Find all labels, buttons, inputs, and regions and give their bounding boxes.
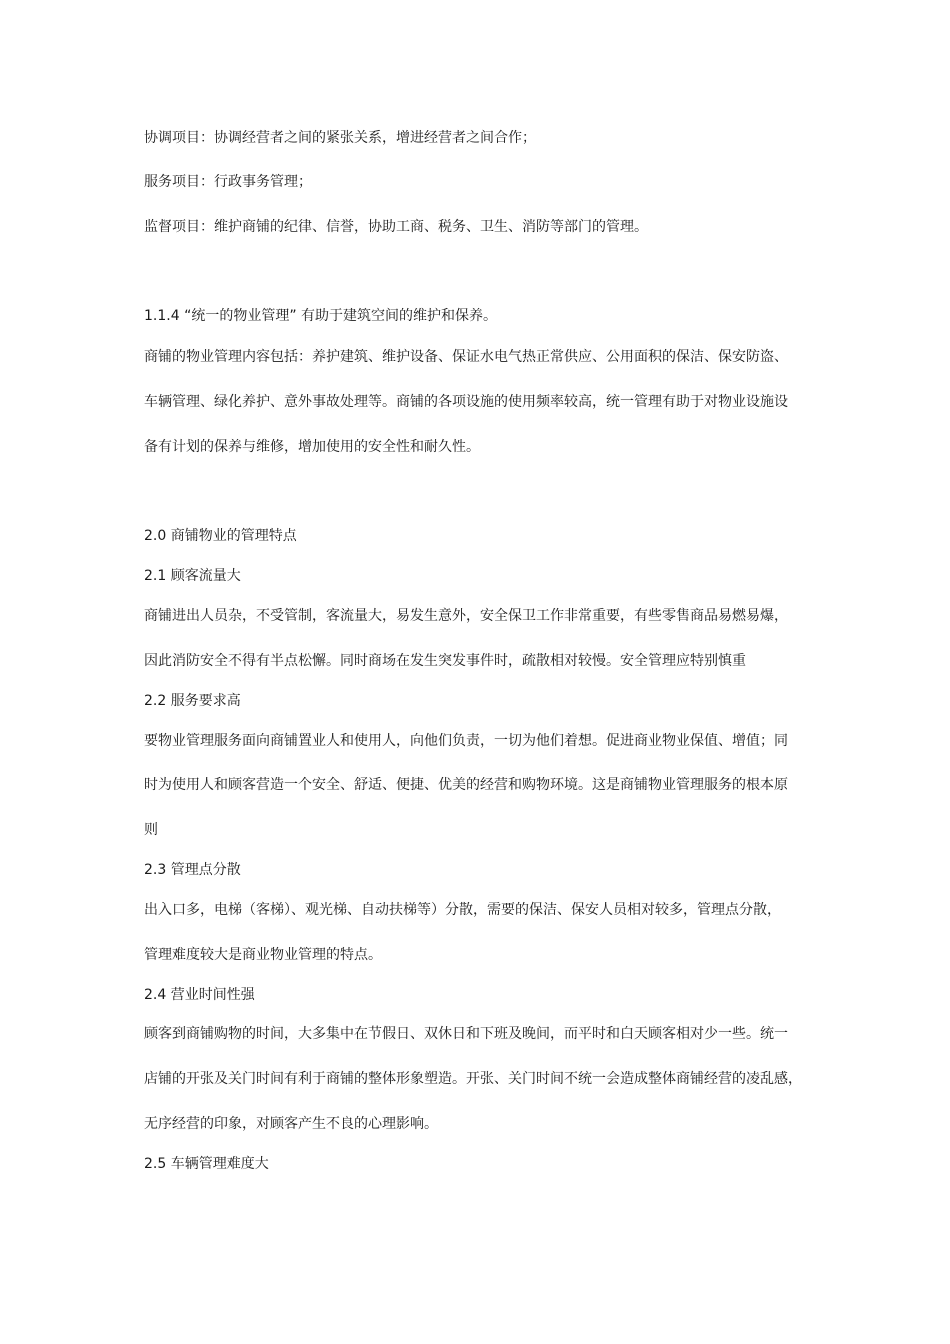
paragraph-coordination: 协调项目：协调经营者之间的紧张关系，增进经营者之间合作； (144, 130, 536, 146)
section-heading-2-3: 2.3 管理点分散 (144, 862, 241, 878)
paragraph-line: 时为使用人和顾客营造一个安全、舒适、便捷、优美的经营和购物环境。这是商铺物业管理服务的根本原 (144, 777, 788, 793)
paragraph-line: 要物业管理服务面向商铺置业人和使用人，向他们负责，一切为他们着想。促进商业物业保值、增值；同 (144, 733, 788, 749)
section-heading-2-2: 2.2 服务要求高 (144, 693, 241, 709)
section-heading-2-1: 2.1 顾客流量大 (144, 568, 241, 584)
paragraph-line: 商铺的物业管理内容包括：养护建筑、维护设备、保证水电气热正常供应、公用面积的保洁、保安防盗、 (144, 349, 788, 365)
paragraph-supervision: 监督项目：维护商铺的纪律、信誉，协助工商、税务、卫生、消防等部门的管理。 (144, 219, 648, 235)
paragraph-line: 出入口多，电梯（客梯）、观光梯、自动扶梯等）分散，需要的保洁、保安人员相对较多，管理点分散， (144, 902, 781, 918)
paragraph-line: 商铺进出人员杂，不受管制，客流量大，易发生意外，安全保卫工作非常重要，有些零售商品易燃易爆， (144, 608, 788, 624)
paragraph-line: 店铺的开张及关门时间有利于商铺的整体形象塑造。开张、关门时间不统一会造成整体商铺经营的凌乱感， (144, 1071, 802, 1087)
section-heading-1-1-4: 1.1.4 “统一的物业管理” 有助于建筑空间的维护和保养。 (144, 308, 498, 324)
section-heading-2-5: 2.5 车辆管理难度大 (144, 1156, 269, 1172)
paragraph-line: 则 (144, 822, 158, 838)
paragraph-service: 服务项目：行政事务管理； (144, 174, 312, 190)
section-heading-2-4: 2.4 营业时间性强 (144, 987, 255, 1003)
paragraph-line: 顾客到商铺购物的时间，大多集中在节假日、双休日和下班及晚间，而平时和白天顾客相对少一些。统一 (144, 1026, 788, 1042)
section-heading-2-0: 2.0 商铺物业的管理特点 (144, 528, 297, 544)
paragraph-line: 车辆管理、绿化养护、意外事故处理等。商铺的各项设施的使用频率较高，统一管理有助于对物业设施设 (144, 394, 788, 410)
paragraph-line: 管理难度较大是商业物业管理的特点。 (144, 947, 382, 963)
paragraph-line: 备有计划的保养与维修，增加使用的安全性和耐久性。 (144, 439, 480, 455)
paragraph-line: 无序经营的印象，对顾客产生不良的心理影响。 (144, 1116, 438, 1132)
paragraph-line: 因此消防安全不得有半点松懈。同时商场在发生突发事件时，疏散相对较慢。安全管理应特别慎重 (144, 653, 746, 669)
